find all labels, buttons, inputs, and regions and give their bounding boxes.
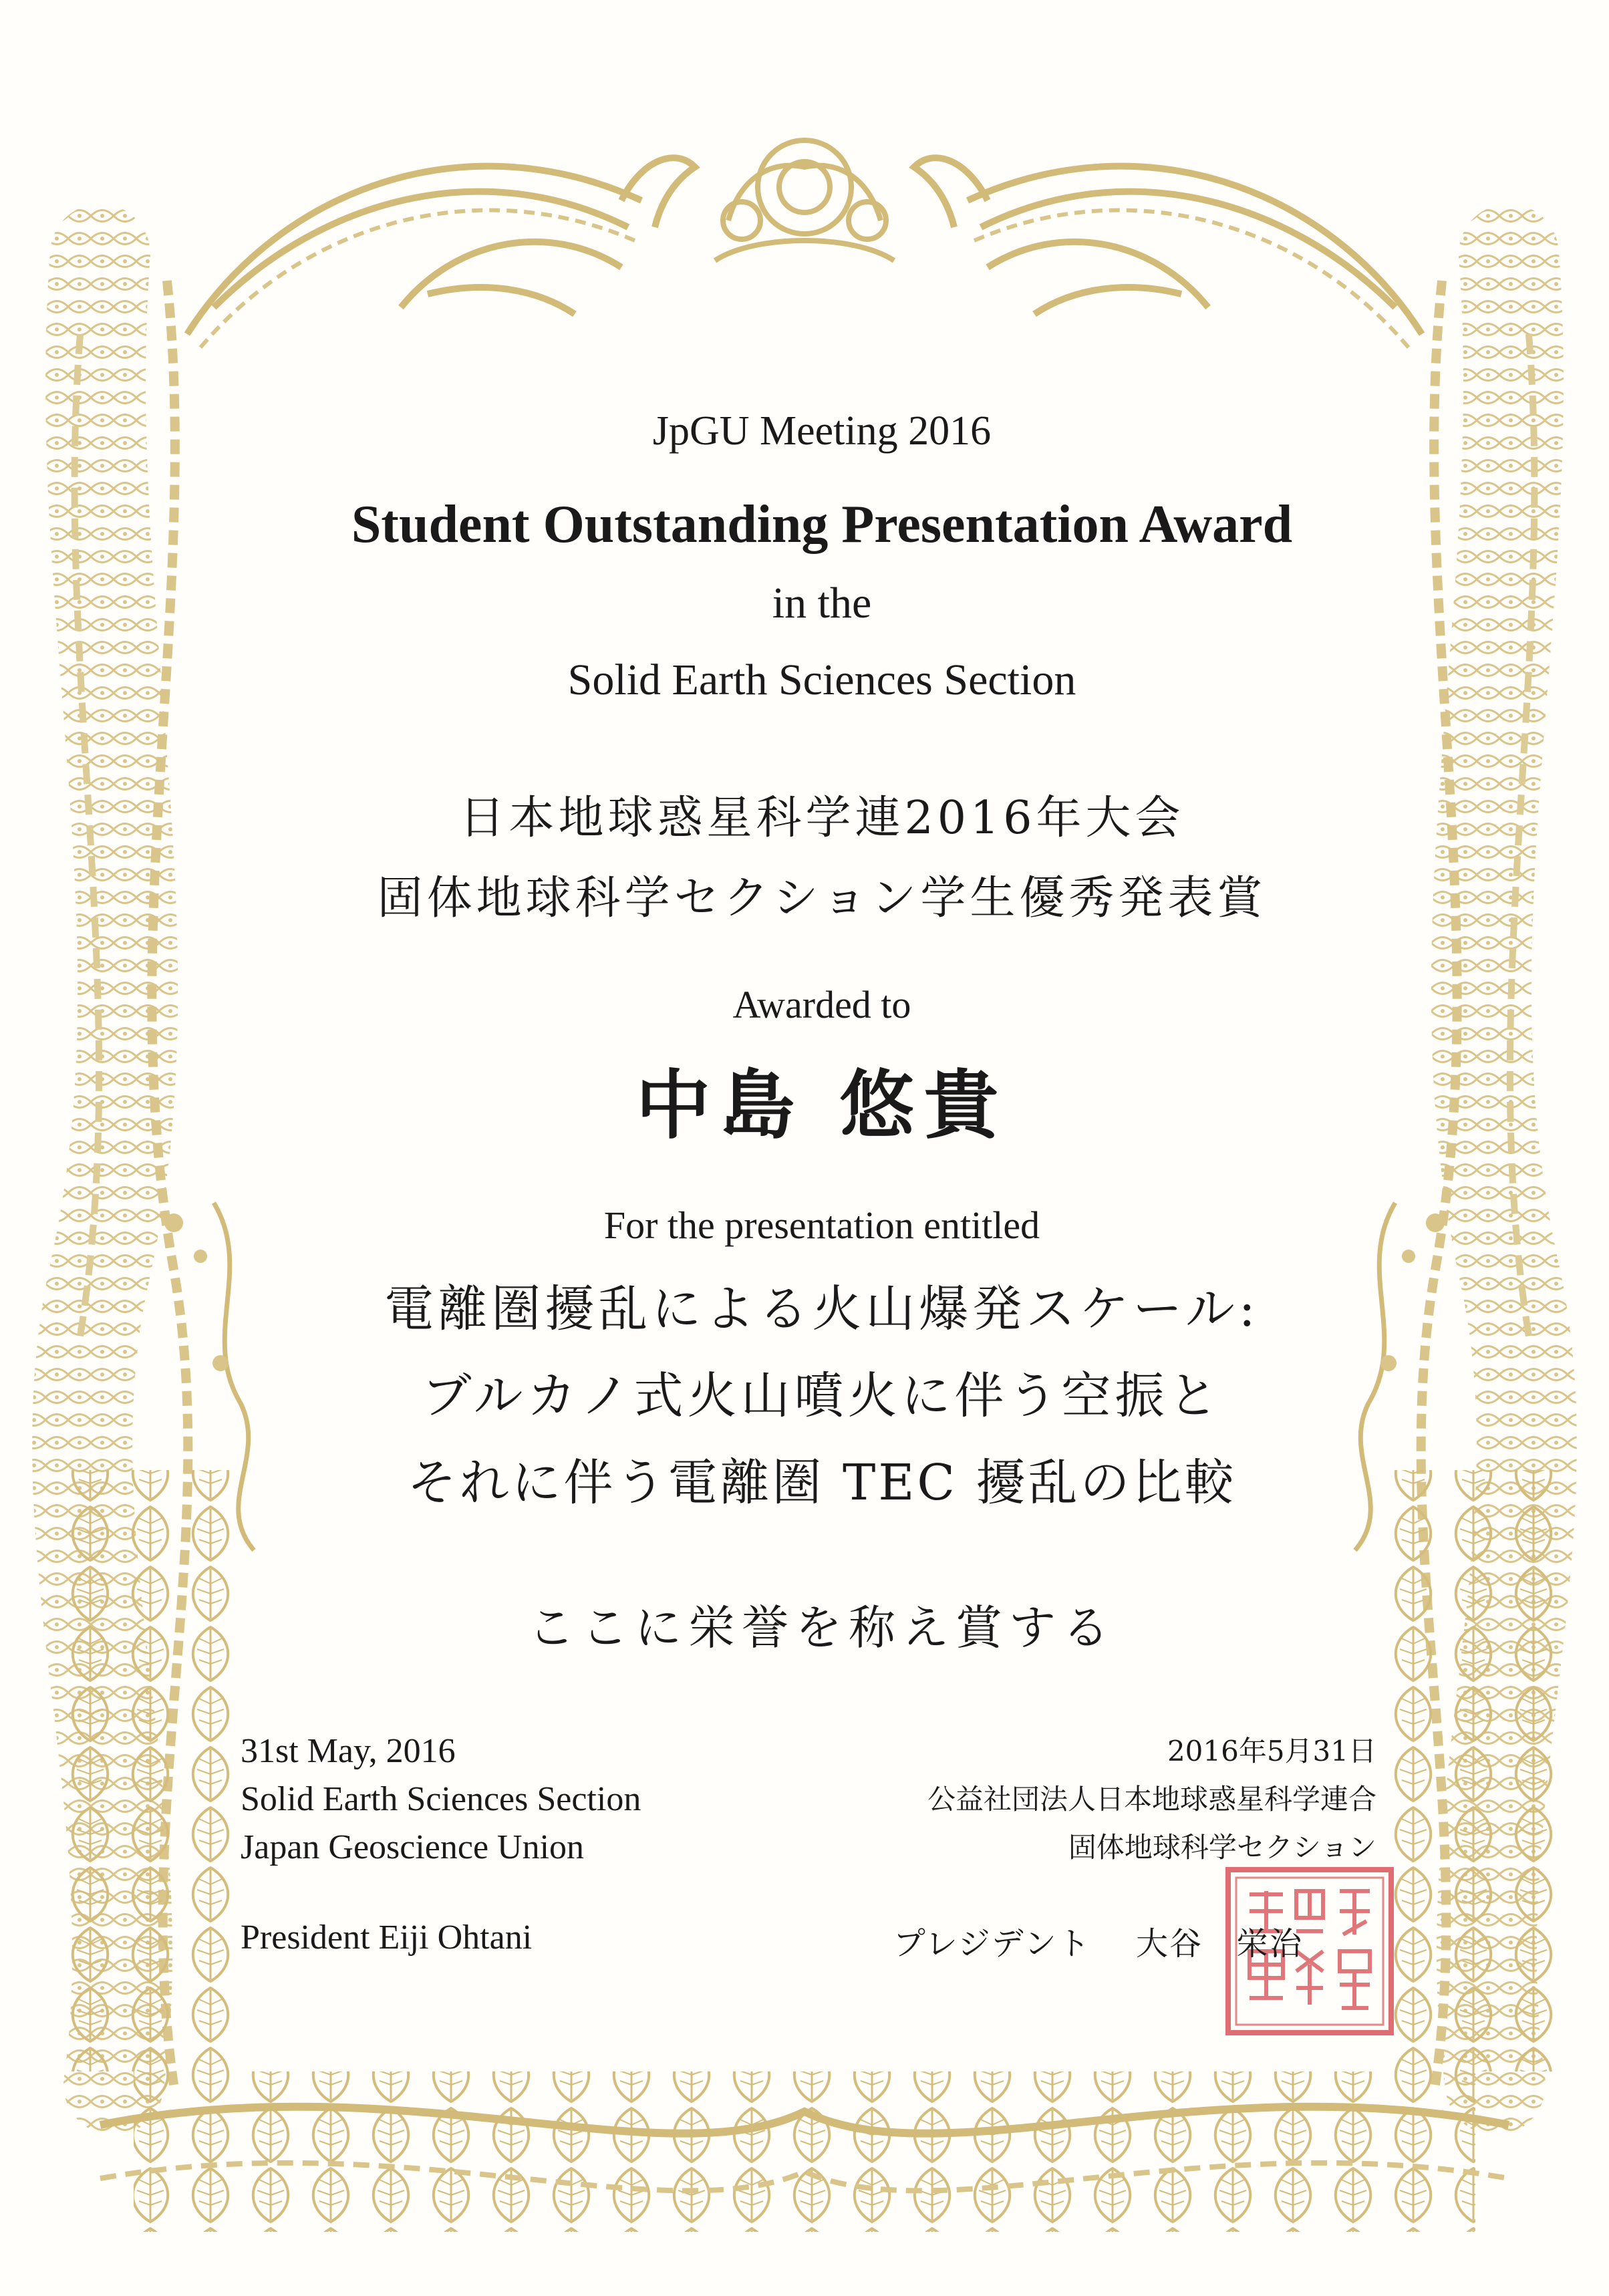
footer-jp xyxy=(775,1727,1376,1872)
recipient-name: 中島 悠貴 xyxy=(635,1062,1008,1149)
honor-text: ここに栄誉を称え賞する xyxy=(528,1600,1116,1655)
president-en: President Eiji Ohtani xyxy=(241,1918,533,1957)
footer-en-union: Japan Geoscience Union xyxy=(241,1828,585,1866)
award-connector: in the xyxy=(772,579,872,627)
award-title: Student Outstanding Presentation Award xyxy=(351,495,1293,554)
jp-title-line2: 固体地球科学セクション学生優秀発表賞 xyxy=(377,872,1267,925)
footer-jp-date: 2016年5月31日 xyxy=(1167,1735,1376,1767)
presentation-title-line3: それに伴う電離圏 TEC 擾乱の比較 xyxy=(407,1454,1237,1512)
certificate-content xyxy=(241,401,1403,2138)
footer-en xyxy=(241,1727,788,1872)
jp-title-line1: 日本地球惑星科学連2016年大会 xyxy=(459,792,1185,845)
footer-jp-section: 固体地球科学セクション xyxy=(1068,1831,1376,1864)
meeting-name: JpGU Meeting 2016 xyxy=(652,408,992,454)
president-jp: プレジデント 大谷 栄治 xyxy=(893,1925,1303,1963)
presentation-title-line1: 電離圏擾乱による火山爆発スケール: xyxy=(384,1280,1260,1338)
presentation-label: For the presentation entitled xyxy=(603,1203,1040,1247)
awarded-to-label: Awarded to xyxy=(732,983,911,1026)
section-name-en: Solid Earth Sciences Section xyxy=(567,656,1076,704)
footer-jp-union: 公益社団法人日本地球惑星科学連合 xyxy=(927,1783,1376,1816)
presentation-title-line2: ブルカノ式火山噴火に伴う空振と xyxy=(422,1367,1222,1425)
footer-en-date: 31st May, 2016 xyxy=(241,1732,456,1770)
footer-en-section: Solid Earth Sciences Section xyxy=(241,1780,641,1818)
